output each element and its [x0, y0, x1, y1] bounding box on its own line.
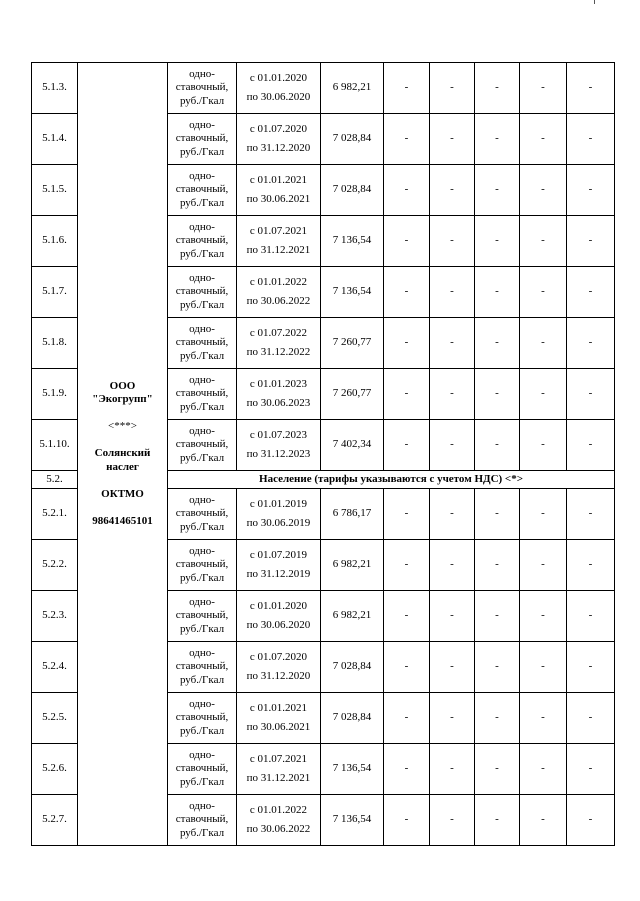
unit-text: ставочный, — [175, 507, 229, 520]
unit-cell — [168, 642, 237, 693]
spacer — [78, 474, 167, 488]
organization-cell — [78, 63, 168, 846]
tariff-value: 6 982,21 — [321, 63, 384, 114]
empty-dash: - — [475, 540, 520, 591]
empty-dash: - — [430, 744, 475, 795]
row-number: 5.2.4. — [32, 642, 78, 693]
unit-text: руб./Гкал — [179, 775, 225, 788]
period-cell — [237, 744, 321, 795]
unit-cell — [168, 216, 237, 267]
unit-text: одно- — [189, 425, 215, 438]
period-to: по 31.12.2022 — [246, 346, 311, 358]
empty-dash: - — [567, 267, 615, 318]
row-number: 5.2.5. — [32, 693, 78, 744]
empty-dash: - — [567, 591, 615, 642]
empty-dash: - — [384, 267, 430, 318]
section-title: Население (тарифы указываются с учетом НДС) <*> — [168, 471, 615, 489]
period-to: по 30.06.2022 — [246, 823, 311, 835]
unit-text: руб./Гкал — [179, 94, 225, 107]
empty-dash: - — [520, 369, 567, 420]
period-cell — [237, 591, 321, 642]
period-to: по 30.06.2020 — [246, 91, 311, 103]
oktmo-code: 98641465101 — [92, 514, 153, 527]
tariff-value: 7 260,77 — [321, 318, 384, 369]
empty-dash: - — [430, 591, 475, 642]
period-to: по 30.06.2022 — [246, 295, 311, 307]
empty-dash: - — [430, 267, 475, 318]
unit-text: ставочный, — [175, 285, 229, 298]
empty-dash: - — [430, 642, 475, 693]
row-number: 5.1.5. — [32, 165, 78, 216]
empty-dash: - — [384, 420, 430, 471]
period-cell — [237, 795, 321, 846]
period-from: с 01.07.2020 — [249, 122, 308, 135]
empty-dash: - — [475, 489, 520, 540]
empty-dash: - — [384, 540, 430, 591]
empty-dash: - — [475, 114, 520, 165]
empty-dash: - — [520, 591, 567, 642]
empty-dash: - — [567, 216, 615, 267]
unit-text: одно- — [189, 170, 215, 183]
period-cell — [237, 642, 321, 693]
empty-dash: - — [567, 744, 615, 795]
empty-dash: - — [567, 795, 615, 846]
empty-dash: - — [384, 642, 430, 693]
period-cell — [237, 420, 321, 471]
unit-text: руб./Гкал — [179, 196, 225, 209]
table-row — [32, 63, 615, 114]
period-from: с 01.07.2019 — [249, 548, 308, 561]
row-number: 5.1.6. — [32, 216, 78, 267]
empty-dash: - — [384, 165, 430, 216]
unit-text: одно- — [189, 494, 215, 507]
period-to: по 30.06.2021 — [246, 193, 311, 205]
empty-dash: - — [384, 693, 430, 744]
empty-dash: - — [520, 642, 567, 693]
period-from: с 01.07.2021 — [249, 224, 308, 237]
period-cell — [237, 63, 321, 114]
empty-dash: - — [475, 369, 520, 420]
period-from: с 01.01.2022 — [249, 275, 308, 288]
empty-dash: - — [567, 114, 615, 165]
row-number: 5.2.1. — [32, 489, 78, 540]
empty-dash: - — [567, 369, 615, 420]
unit-text: одно- — [189, 323, 215, 336]
empty-dash: - — [520, 63, 567, 114]
period-from: с 01.01.2019 — [249, 497, 308, 510]
row-number: 5.2.3. — [32, 591, 78, 642]
empty-dash: - — [567, 642, 615, 693]
unit-cell — [168, 63, 237, 114]
empty-dash: - — [567, 63, 615, 114]
period-cell — [237, 114, 321, 165]
unit-cell — [168, 693, 237, 744]
period-to: по 31.12.2019 — [246, 568, 311, 580]
period-from: с 01.07.2020 — [249, 650, 308, 663]
spacer — [78, 433, 167, 447]
unit-cell — [168, 744, 237, 795]
unit-cell — [168, 795, 237, 846]
tariff-value: 7 028,84 — [321, 642, 384, 693]
unit-text: одно- — [189, 647, 215, 660]
period-from: с 01.07.2021 — [249, 752, 308, 765]
empty-dash: - — [475, 693, 520, 744]
empty-dash: - — [520, 540, 567, 591]
unit-text: одно- — [189, 221, 215, 234]
org-name: "Экогрупп" — [92, 393, 153, 406]
empty-dash: - — [384, 591, 430, 642]
empty-dash: - — [430, 165, 475, 216]
unit-text: руб./Гкал — [179, 247, 225, 260]
empty-dash: - — [520, 318, 567, 369]
unit-text: ставочный, — [175, 558, 229, 571]
period-to: по 30.06.2020 — [246, 619, 311, 631]
period-to: по 31.12.2020 — [246, 670, 311, 682]
empty-dash: - — [430, 318, 475, 369]
empty-dash: - — [384, 216, 430, 267]
tariff-value: 7 136,54 — [321, 744, 384, 795]
empty-dash: - — [475, 165, 520, 216]
row-number: 5.1.4. — [32, 114, 78, 165]
empty-dash: - — [475, 216, 520, 267]
empty-dash: - — [475, 744, 520, 795]
row-number: 5.1.9. — [32, 369, 78, 420]
empty-dash: - — [384, 744, 430, 795]
period-from: с 01.01.2023 — [249, 377, 308, 390]
unit-text: руб./Гкал — [179, 826, 225, 839]
unit-text: руб./Гкал — [179, 451, 225, 464]
unit-text: ставочный, — [175, 183, 229, 196]
unit-text: одно- — [189, 119, 215, 132]
oktmo-label: ОКТМО — [101, 487, 144, 500]
empty-dash: - — [567, 489, 615, 540]
unit-cell — [168, 165, 237, 216]
empty-dash: - — [520, 795, 567, 846]
section-number: 5.2. — [32, 471, 78, 489]
empty-dash: - — [430, 795, 475, 846]
spacer — [78, 406, 167, 420]
tariff-value: 7 028,84 — [321, 165, 384, 216]
empty-dash: - — [520, 114, 567, 165]
unit-cell — [168, 489, 237, 540]
unit-cell — [168, 267, 237, 318]
tariff-value: 6 982,21 — [321, 591, 384, 642]
unit-text: ставочный, — [175, 132, 229, 145]
empty-dash: - — [384, 795, 430, 846]
tariff-value: 6 786,17 — [321, 489, 384, 540]
empty-dash: - — [384, 489, 430, 540]
unit-text: руб./Гкал — [179, 349, 225, 362]
org-form: ООО — [109, 379, 136, 392]
tariff-value: 7 136,54 — [321, 795, 384, 846]
unit-text: одно- — [189, 272, 215, 285]
unit-text: одно- — [189, 698, 215, 711]
unit-text: ставочный, — [175, 234, 229, 247]
period-cell — [237, 216, 321, 267]
unit-text: ставочный, — [175, 660, 229, 673]
unit-cell — [168, 540, 237, 591]
period-to: по 31.12.2020 — [246, 142, 311, 154]
unit-text: руб./Гкал — [179, 622, 225, 635]
period-cell — [237, 267, 321, 318]
empty-dash: - — [475, 267, 520, 318]
period-cell — [237, 318, 321, 369]
empty-dash: - — [567, 165, 615, 216]
period-from: с 01.01.2020 — [249, 599, 308, 612]
empty-dash: - — [430, 114, 475, 165]
period-to: по 30.06.2021 — [246, 721, 311, 733]
period-to: по 30.06.2023 — [246, 397, 311, 409]
empty-dash: - — [430, 369, 475, 420]
period-to: по 30.06.2019 — [246, 517, 311, 529]
empty-dash: - — [567, 318, 615, 369]
empty-dash: - — [430, 693, 475, 744]
tariff-value: 7 260,77 — [321, 369, 384, 420]
period-cell — [237, 489, 321, 540]
empty-dash: - — [384, 318, 430, 369]
empty-dash: - — [520, 165, 567, 216]
unit-text: одно- — [189, 374, 215, 387]
empty-dash: - — [475, 795, 520, 846]
unit-text: ставочный, — [175, 609, 229, 622]
period-to: по 31.12.2023 — [246, 448, 311, 460]
unit-cell — [168, 591, 237, 642]
period-from: с 01.01.2021 — [249, 701, 308, 714]
unit-text: ставочный, — [175, 813, 229, 826]
period-to: по 31.12.2021 — [246, 244, 311, 256]
empty-dash: - — [430, 63, 475, 114]
settlement-line: наслег — [106, 460, 139, 473]
unit-text: руб./Гкал — [179, 400, 225, 413]
row-number: 5.2.7. — [32, 795, 78, 846]
unit-cell — [168, 420, 237, 471]
empty-dash: - — [520, 489, 567, 540]
unit-text: одно- — [189, 800, 215, 813]
period-cell — [237, 369, 321, 420]
unit-text: ставочный, — [175, 762, 229, 775]
empty-dash: - — [475, 318, 520, 369]
unit-text: одно- — [189, 596, 215, 609]
period-from: с 01.01.2022 — [249, 803, 308, 816]
unit-text: руб./Гкал — [179, 298, 225, 311]
empty-dash: - — [520, 744, 567, 795]
empty-dash: - — [520, 216, 567, 267]
empty-dash: - — [520, 267, 567, 318]
period-from: с 01.01.2020 — [249, 71, 308, 84]
row-number: 5.1.7. — [32, 267, 78, 318]
period-cell — [237, 540, 321, 591]
empty-dash: - — [430, 540, 475, 591]
empty-dash: - — [430, 216, 475, 267]
scan-edge-mark — [594, 0, 595, 4]
tariff-value: 7 136,54 — [321, 267, 384, 318]
tariff-table-body — [32, 63, 615, 846]
tariff-value: 6 982,21 — [321, 540, 384, 591]
settlement-line: Солянский — [94, 447, 151, 460]
empty-dash: - — [520, 420, 567, 471]
unit-text: ставочный, — [175, 711, 229, 724]
unit-text: ставочный, — [175, 81, 229, 94]
empty-dash: - — [475, 642, 520, 693]
empty-dash: - — [475, 420, 520, 471]
empty-dash: - — [567, 420, 615, 471]
tariff-value: 7 402,34 — [321, 420, 384, 471]
empty-dash: - — [475, 591, 520, 642]
period-cell — [237, 165, 321, 216]
unit-cell — [168, 318, 237, 369]
unit-text: ставочный, — [175, 438, 229, 451]
empty-dash: - — [384, 114, 430, 165]
period-from: с 01.01.2021 — [249, 173, 308, 186]
empty-dash: - — [430, 489, 475, 540]
org-note: <***> — [108, 420, 137, 433]
empty-dash: - — [384, 63, 430, 114]
period-from: с 01.07.2023 — [249, 428, 308, 441]
empty-dash: - — [567, 693, 615, 744]
unit-text: руб./Гкал — [179, 673, 225, 686]
empty-dash: - — [520, 693, 567, 744]
unit-cell — [168, 114, 237, 165]
period-from: с 01.07.2022 — [249, 326, 308, 339]
unit-text: ставочный, — [175, 336, 229, 349]
unit-cell — [168, 369, 237, 420]
row-number: 5.2.2. — [32, 540, 78, 591]
unit-text: руб./Гкал — [179, 145, 225, 158]
unit-text: руб./Гкал — [179, 520, 225, 533]
unit-text: руб./Гкал — [179, 724, 225, 737]
row-number: 5.1.3. — [32, 63, 78, 114]
empty-dash: - — [384, 369, 430, 420]
row-number: 5.2.6. — [32, 744, 78, 795]
empty-dash: - — [475, 63, 520, 114]
tariff-value: 7 028,84 — [321, 114, 384, 165]
period-to: по 31.12.2021 — [246, 772, 311, 784]
unit-text: ставочный, — [175, 387, 229, 400]
tariff-table — [31, 62, 615, 846]
unit-text: руб./Гкал — [179, 571, 225, 584]
unit-text: одно- — [189, 749, 215, 762]
empty-dash: - — [430, 420, 475, 471]
tariff-value: 7 136,54 — [321, 216, 384, 267]
spacer — [78, 501, 167, 515]
period-cell — [237, 693, 321, 744]
unit-text: одно- — [189, 545, 215, 558]
unit-text: одно- — [189, 68, 215, 81]
tariff-value: 7 028,84 — [321, 693, 384, 744]
empty-dash: - — [567, 540, 615, 591]
row-number: 5.1.8. — [32, 318, 78, 369]
row-number: 5.1.10. — [32, 420, 78, 471]
